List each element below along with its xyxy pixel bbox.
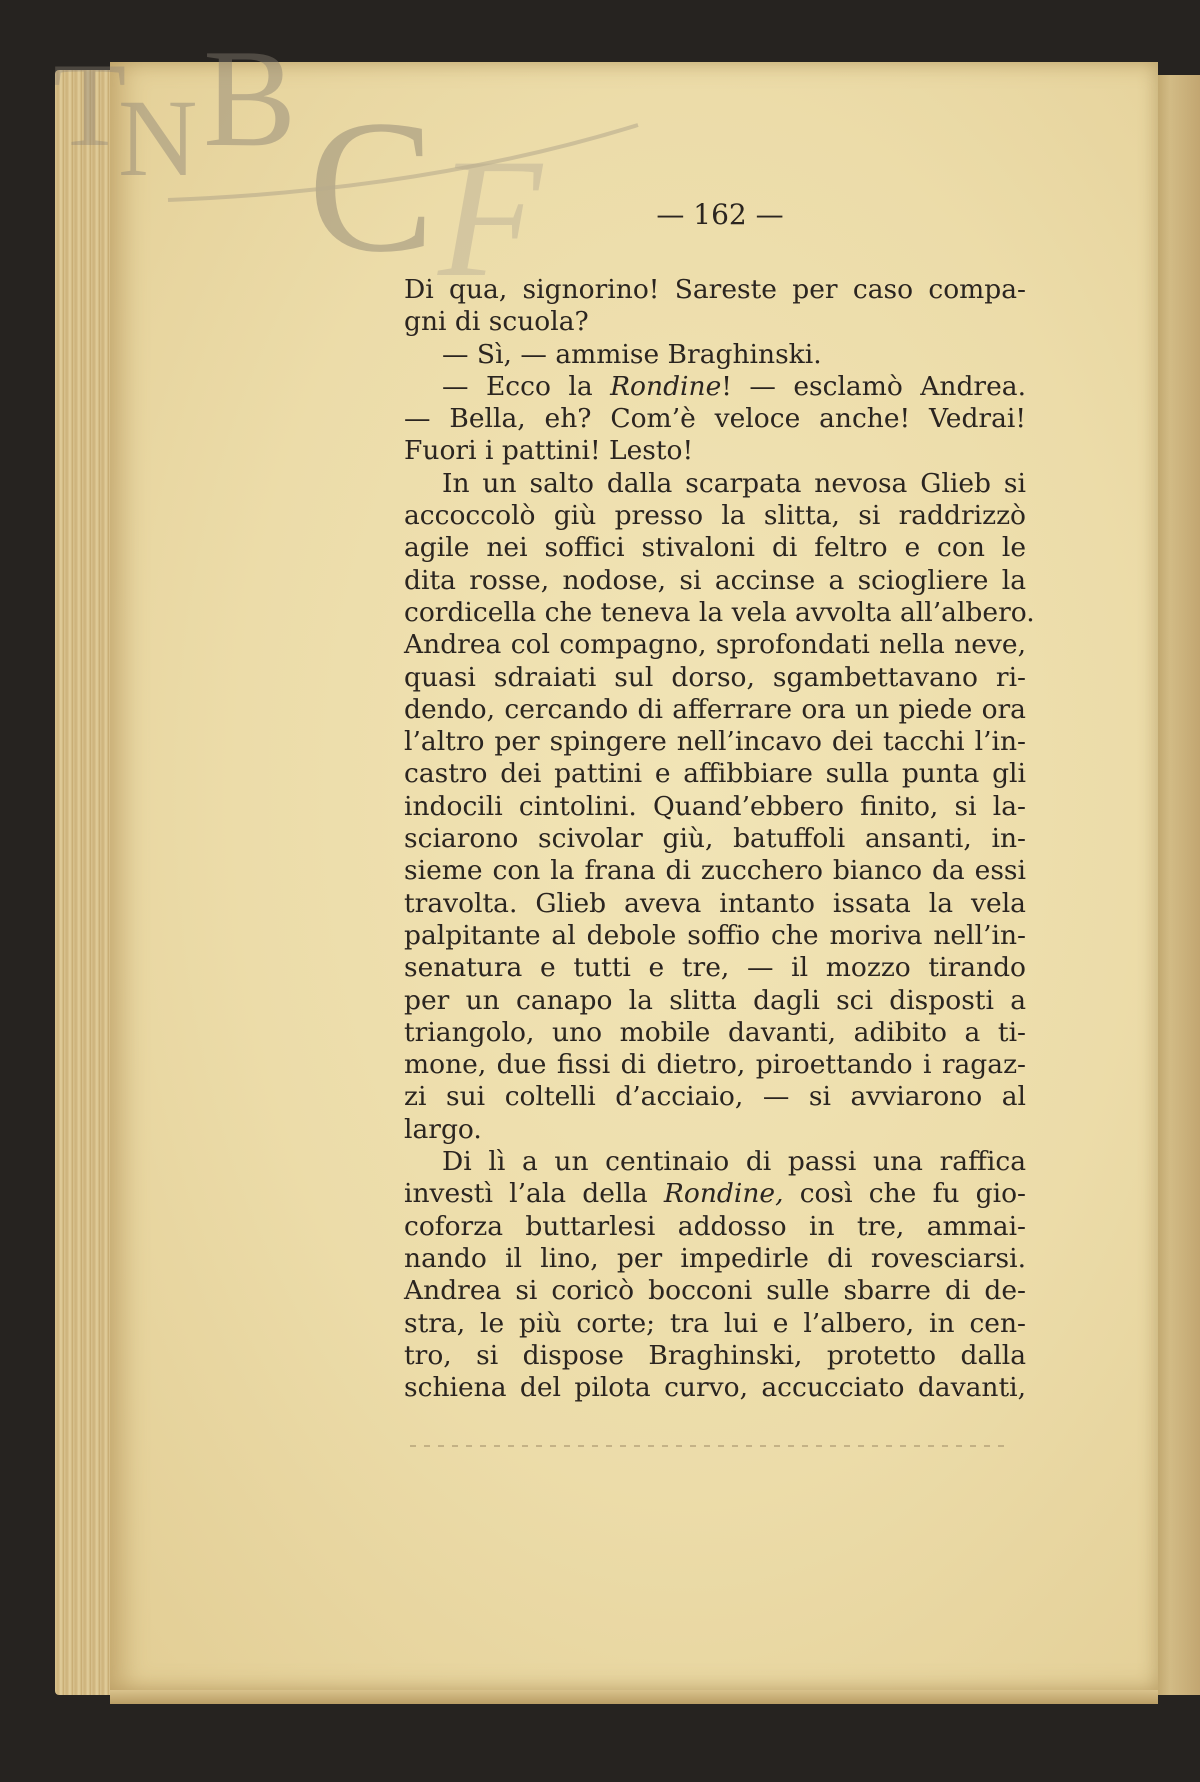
italic-boat-name: Rondine <box>610 370 722 402</box>
text-line: coforza buttarlesi addosso in tre, ammai- <box>404 1210 1026 1242</box>
text-line: cordicella che teneva la vela avvolta all’albero. <box>404 596 1035 628</box>
text-line: stra, le più corte; tra lui e l’albero, in cen- <box>404 1307 1026 1339</box>
text-line: l’altro per spingere nell’incavo dei tacchi l’in- <box>404 726 1026 758</box>
text-line: nando il lino, per impedirle di rovesciarsi. <box>404 1242 1026 1274</box>
text-line: Andrea si coricò bocconi sulle sbarre di de- <box>404 1275 1026 1307</box>
text-line: largo. <box>404 1113 482 1145</box>
svg-text:N: N <box>118 77 198 199</box>
text-line: quasi sdraiati sul dorso, sgambettavano ri- <box>404 661 1026 693</box>
text-line: — Sì, — ammise Braghinski. <box>442 338 822 370</box>
text-line: Fuori i pattini! Lesto! <box>404 435 694 467</box>
text-line: sciarono scivolar giù, batuffoli ansanti, in- <box>404 823 1026 855</box>
text-line: schiena del pilota curvo, accucciato davanti, <box>404 1372 1026 1404</box>
page-bottom-edge <box>110 1690 1158 1704</box>
text-line: castro dei pattini e affibbiare sulla punta gli <box>404 758 1026 790</box>
text-line: indocili cintolini. Quand’ebbero finito, si la- <box>404 790 1026 822</box>
text-line: tro, si dispose Braghinski, protetto dalla <box>404 1339 1026 1371</box>
text-line: accoccolò giù presso la slitta, si raddrizzò <box>404 500 1026 532</box>
text-line: Di lì a un centinaio di passi una raffica <box>442 1146 1026 1178</box>
text-line: dendo, cercando di afferrare ora un piede ora <box>404 693 1026 725</box>
text-line: travolta. Glieb aveva intanto issata la vela <box>404 887 1026 919</box>
page-body-text <box>404 274 1035 1404</box>
text-line: investì l’ala della Rondine, così che fu gio- <box>404 1178 1026 1210</box>
italic-boat-name: Rondine, <box>663 1178 784 1210</box>
text-line: Di qua, signorino! Sareste per caso compa- <box>404 274 1026 305</box>
text-line: Andrea col compagno, sprofondati nella neve, <box>404 629 1026 661</box>
svg-text:B: B <box>203 25 297 176</box>
text-line: senatura e tutti e tre, — il mozzo tirando <box>404 952 1026 984</box>
page-number: — 162 — <box>656 198 784 231</box>
text-line: agile nei soffici stivaloni di feltro e con le <box>404 532 1026 564</box>
svg-text:F: F <box>438 124 542 295</box>
text-line: In un salto dalla scarpata nevosa Glieb si <box>442 467 1026 499</box>
svg-text:T: T <box>53 38 127 171</box>
library-watermark-logo <box>48 25 708 295</box>
svg-text:C: C <box>308 82 435 292</box>
text-line: per un canapo la slitta dagli sci disposti a <box>404 984 1026 1016</box>
text-line: palpitante al debole soffio che moriva nell’in- <box>404 919 1026 951</box>
text-line: — Bella, eh? Com’è veloce anche! Vedrai! <box>404 403 1026 435</box>
text-line: zi sui coltelli d’acciaio, — si avviarono al <box>404 1081 1026 1113</box>
text-line: triangolo, uno mobile davanti, adibito a ti- <box>404 1016 1026 1048</box>
text-line: gni di scuola? <box>404 306 589 338</box>
text-line: mone, due fissi di dietro, piroettando i ragaz- <box>404 1049 1026 1081</box>
faint-print-rule <box>410 1445 1010 1447</box>
text-line: dita rosse, nodose, si accinse a sciogliere la <box>404 564 1026 596</box>
text-line: — Ecco la Rondine! — esclamò Andrea. <box>442 370 1026 402</box>
text-line: sieme con la frana di zucchero bianco da essi <box>404 855 1026 887</box>
